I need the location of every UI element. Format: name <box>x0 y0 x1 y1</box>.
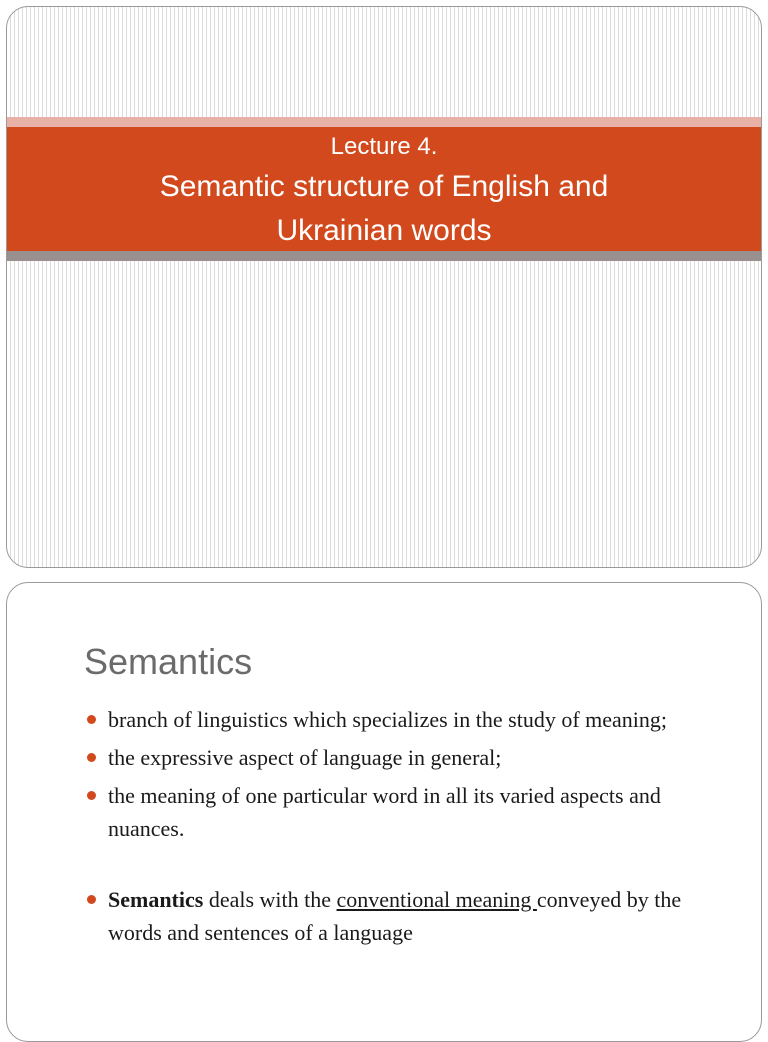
list-item <box>84 703 714 736</box>
list-item <box>84 779 714 845</box>
bullet-text: branch of linguistics which specializes in the study of meaning; <box>108 707 668 732</box>
content-slide <box>6 582 762 1042</box>
bullet-text-before: deals with the <box>203 887 337 912</box>
slide-subtitle: Lecture 4. <box>330 133 438 160</box>
slide-title <box>7 165 761 253</box>
bullet-icon <box>87 753 96 762</box>
slide-title-line2: Ukrainian words <box>276 214 492 247</box>
title-slide <box>6 6 762 568</box>
bullet-text: the expressive aspect of language in general; <box>108 745 502 770</box>
bullet-underlined-term: conventional meaning <box>336 887 537 912</box>
title-band <box>7 127 761 251</box>
slide-heading: Semantics <box>84 641 253 682</box>
bullet-icon <box>87 791 96 800</box>
bullet-bold-term: Semantics <box>108 887 204 912</box>
bullet-icon <box>87 895 96 904</box>
list-item <box>84 741 714 774</box>
slide-title-line1: Semantic structure of English and <box>159 170 609 203</box>
bullet-list <box>84 703 714 954</box>
bullet-icon <box>87 715 96 724</box>
title-band-top-stripe <box>7 117 761 127</box>
bullet-text-after: conveyed by the words and sentences of a language <box>108 887 682 945</box>
list-item <box>84 883 714 949</box>
bullet-text: the meaning of one particular word in all its varied aspects and nuances. <box>108 783 661 841</box>
title-band-bottom-stripe <box>7 251 761 261</box>
